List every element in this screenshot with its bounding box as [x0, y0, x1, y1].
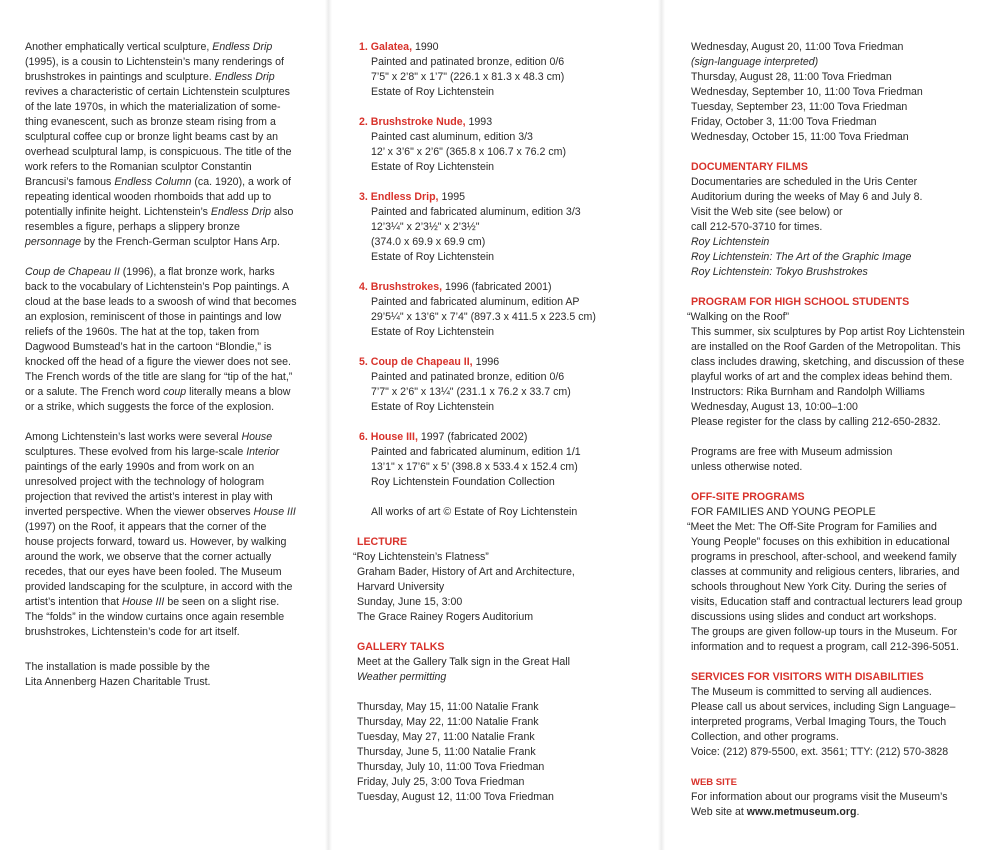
- paragraph-house: Among Lichtenstein’s last works were several House sculptures. These evolved from his large-scale Interior paintings of the early 1990s and from work on an unresolved project with the technology of hologram projection that revived the artist’s interest in play with inverted perspective. When the viewer observes House III (1997) on the Roof, it appears that the corner of the house projects forward, toward us. However, by walking around the work, we observe that the corner actually recedes, that our eyes have been fooled. The Museum provided landscaping for the sculpture, in accord with the artist’s intention that House III be seen on a slight rise. The “folds” in the window curtains once again resemble brushstrokes, Lichtenstein’s code for art itself.: [25, 431, 296, 638]
- services-section: SERVICES FOR VISITORS WITH DISABILITIES The Museum is committed to serving all audiences. Please call us about services, including Sign Language– interpreted programs, Verbal Imaging Tours, the Touch Collection, and other programs. Voice: (212) 879-5500, ext. 3561; TTY: (212) 570-3828: [691, 670, 981, 760]
- talk-item: Wednesday, August 20, 11:00 Tova Friedman: [691, 41, 904, 53]
- work-entry: 3. Endless Drip, 1995 Painted and fabricated aluminum, edition 3/3 12’3¼" x 2’3½" x 2’3½" (374.0 x 69.9 x 69.9 cm) Estate of Roy Lichtenstein: [359, 191, 581, 263]
- page-fold-right: [658, 0, 665, 850]
- copyright-note: All works of art © Estate of Roy Lichtenstein: [371, 506, 578, 518]
- talk-item: Friday, July 25, 3:00 Tova Friedman: [357, 776, 525, 788]
- off-site-section: OFF-SITE PROGRAMS FOR FAMILIES AND YOUNG PEOPLE “Meet the Met: The Off-Site Program for Families and Young People” focuses on this exhibition in educational programs in preschool, after-school, and weekend family classes at community and religious centers, libraries, and schools throughout New York City. During the series of visits, Education staff and contractual lecturers lead group discussions using slides and conduct art workshops. The groups are given follow-up tours in the Museum. For information and to request a program, call 212-396-5051.: [691, 490, 981, 655]
- talk-item: Tuesday, August 12, 11:00 Tova Friedman: [357, 791, 554, 803]
- section-heading: WEB SITE: [691, 777, 737, 788]
- section-heading: GALLERY TALKS: [357, 641, 445, 653]
- talk-item: Tuesday, May 27, 11:00 Natalie Frank: [357, 731, 535, 743]
- paragraph-coup-de-chapeau: Coup de Chapeau II (1996), a flat bronze work, harks back to the vocabulary of Lichtenstein’s Pop paintings. A cloud at the base leads to a swoosh of wind that becomes an explosion, reminiscent of those in paintings and low reliefs of the 1960s. The hat at the top, taken from Dagwood Bumstead’s hat in the cartoon “Blondie,” is knocked off the head of a figure the viewer does not see. The French words of the title are slang for “tip of the hat,” or a salute. The French word coup literally means a blow or a strike, which suggests the force of the explosion.: [25, 266, 297, 413]
- website-link[interactable]: www.metmuseum.org: [746, 806, 857, 818]
- gallery-talks-continued: [691, 40, 981, 145]
- talk-item: Wednesday, October 15, 11:00 Tova Friedman: [691, 131, 909, 143]
- section-heading: DOCUMENTARY FILMS: [691, 161, 808, 173]
- section-heading: OFF-SITE PROGRAMS: [691, 491, 805, 503]
- talk-item: Thursday, August 28, 11:00 Tova Friedman: [691, 71, 892, 83]
- essay-column: [25, 40, 297, 705]
- talk-item: Thursday, May 15, 11:00 Natalie Frank: [357, 701, 539, 713]
- section-heading: LECTURE: [357, 536, 408, 548]
- paragraph-endless-drip: Another emphatically vertical sculpture, Endless Drip (1995), is a cousin to Lichtenstein’s many renderings of brushstrokes in paintings and sculpture. Endless Drip revives a characteristic of certain Lichtenstein sculptures of the late 1970s, in which the materialization of some-thing evanescent, such as bronze steam rising from a sculptural coffee cup or bronze light beams cast by an overhead sculptural lamp, is conspicuous. The title of the work refers to the Romanian sculptor Constantin Brancusi’s famous Endless Column (ca. 1920), a work of repeating identical wooden rhomboids that add up to potentially infinite height. Lichtenstein’s Endless Drip also resembles a figure, perhaps a slippery bronze personnage by the French-German sculptor Hans Arp.: [25, 41, 294, 248]
- talk-item: Wednesday, September 10, 11:00 Tova Friedman: [691, 86, 923, 98]
- work-entry: 1. Galatea, 1990 Painted and patinated bronze, edition 0/6 7’5" x 2’8" x 1’7" (226.1 x 81.3 x 48.3 cm) Estate of Roy Lichtenstein: [359, 41, 565, 98]
- talk-item: Thursday, July 10, 11:00 Tova Friedman: [357, 761, 545, 773]
- work-entry: 2. Brushstroke Nude, 1993 Painted cast aluminum, edition 3/3 12’ x 3’6" x 2’6" (365.8 x 106.7 x 76.2 cm) Estate of Roy Lichtenstein: [359, 116, 566, 173]
- work-entry: 5. Coup de Chapeau II, 1996 Painted and patinated bronze, edition 0/6 7’7" x 2’6" x 13¼" (231.1 x 76.2 x 33.7 cm) Estate of Roy Lichtenstein: [359, 356, 571, 413]
- section-heading: SERVICES FOR VISITORS WITH DISABILITIES: [691, 671, 924, 683]
- talk-item: Thursday, May 22, 11:00 Natalie Frank: [357, 716, 539, 728]
- sign-language-note: (sign-language interpreted): [691, 56, 819, 68]
- page-fold-left: [325, 0, 332, 850]
- documentary-films-section: DOCUMENTARY FILMS Documentaries are scheduled in the Uris Center Auditorium during the weeks of May 6 and July 8. Visit the Web site (see below) or call 212-570-3710 for times. Roy Lichtenstein Roy Lichtenstein: The Art of the Graphic Image Roy Lichtenstein: Tokyo Brushstrokes: [691, 160, 981, 280]
- programs-column: [687, 40, 981, 820]
- talk-item: Friday, October 3, 11:00 Tova Friedman: [691, 116, 877, 128]
- web-site-section: WEB SITE For information about our programs visit the Museum’s Web site at www.metmuseum.org.: [691, 775, 981, 820]
- gallery-talks-section: GALLERY TALKS Meet at the Gallery Talk sign in the Great Hall Weather permitting Thursday, May 15, 11:00 Natalie Frank Thursday, May 22, 11:00 Natalie Frank Tuesday, May 27, 11:00 Natalie Frank Thursday, June 5, 11:00 Natalie Frank Thursday, July 10, 11:00 Tova Friedman Friday, July 25, 3:00 Tova Friedman Tuesday, August 12, 11:00 Tova Friedman: [357, 640, 637, 805]
- section-heading: PROGRAM FOR HIGH SCHOOL STUDENTS: [691, 296, 910, 308]
- work-entry: 6. House III, 1997 (fabricated 2002) Painted and fabricated aluminum, edition 1/1 13’1" x 17’6" x 5’ (398.8 x 533.4 x 152.4 cm) Roy Lichtenstein Foundation Collection: [359, 431, 581, 488]
- high-school-section: PROGRAM FOR HIGH SCHOOL STUDENTS “Walking on the Roof” This summer, six sculptures by Pop artist Roy Lichtenstein are installed on the Roof Garden of the Metropolitan. This class includes drawing, sketching, and discussion of these playful works of art and the complex ideas behind them. Instructors: Rika Burnham and Randolph Williams Wednesday, August 13, 10:00–1:00 Please register for the class by calling 212-650-2832. Programs are free with Museum admission unless otherwise noted.: [691, 295, 981, 475]
- talk-item: Tuesday, September 23, 11:00 Tova Friedman: [691, 101, 908, 113]
- talk-item: Thursday, June 5, 11:00 Natalie Frank: [357, 746, 536, 758]
- lecture-section: LECTURE “Roy Lichtenstein’s Flatness” Graham Bader, History of Art and Architecture, Harvard University Sunday, June 15, 3:00 The Grace Rainey Rogers Auditorium: [357, 535, 637, 625]
- work-entry: 4. Brushstrokes, 1996 (fabricated 2001) Painted and fabricated aluminum, edition AP 29’5¼" x 13’6" x 7’4" (897.3 x 411.5 x 223.5 cm) Estate of Roy Lichtenstein: [359, 281, 596, 338]
- works-column: [353, 40, 637, 805]
- sponsor-credit: The installation is made possible by the Lita Annenberg Hazen Charitable Trust.: [25, 661, 211, 688]
